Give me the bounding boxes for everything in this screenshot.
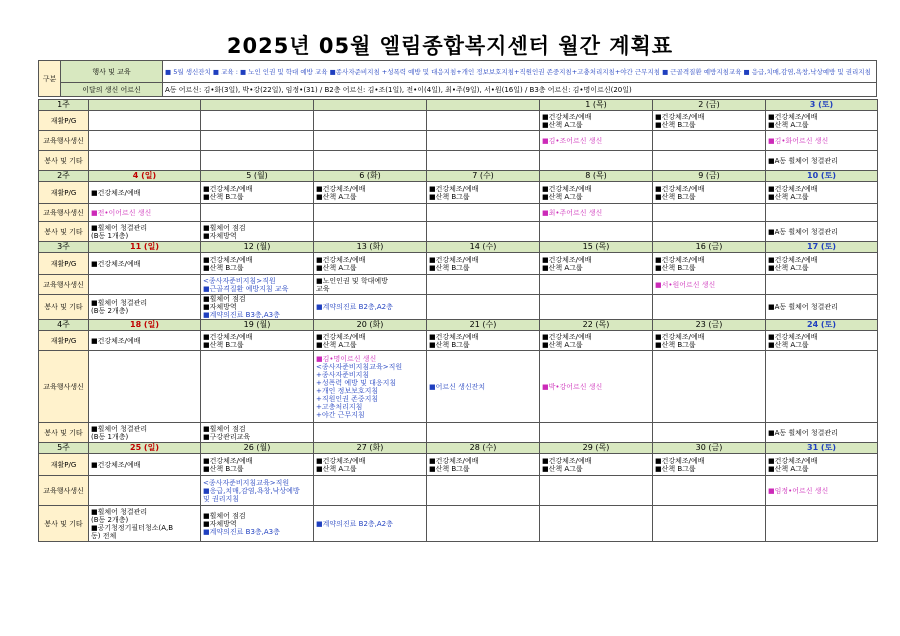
cell-item: ■산책 A그룹 [542, 340, 583, 349]
row-label-edu: 교육행사생신 [39, 131, 89, 151]
cell-pg [766, 111, 878, 131]
cell-item: ■산책 B그룹 [429, 464, 470, 473]
day-header: 21 (수) [427, 320, 540, 331]
cell-pg [540, 253, 653, 275]
cell-item: ■산책 A그룹 [542, 263, 583, 272]
cell-item: ■건강체조/예배 [542, 184, 592, 193]
cell-item: <종사자준비지침>직원 [203, 276, 276, 285]
cell-item: ■최•주어르신 생신 [542, 208, 603, 217]
cell-item: ■휠체어 점검 [203, 295, 246, 303]
cell-item: (B동 2개층) [91, 307, 129, 315]
cell-pg [540, 111, 653, 131]
cell-item: ■자체방역 [203, 519, 237, 528]
cell-item: ■김•화어르신 생신 [768, 136, 829, 145]
cell-item: ■건강체조/예배 [542, 456, 592, 465]
day-header: 27 (화) [314, 443, 427, 454]
cell-misc [653, 423, 766, 443]
cell-item: ■건강체조/예배 [542, 255, 592, 264]
cell-misc [201, 506, 314, 542]
cell-item: ■건강체조/예배 [429, 255, 479, 264]
cell-item: ■휠체어 점검 [203, 223, 246, 232]
day-header [314, 100, 427, 111]
cell-edu [653, 275, 766, 295]
cell-item: +직원인권 존중지침 [316, 394, 379, 403]
row-label-pg: 재활P/G [39, 454, 89, 476]
cell-item: ■산책 B그룹 [655, 340, 696, 349]
cell-pg [201, 111, 314, 131]
row-pg [39, 331, 878, 351]
cell-item: ■산책 A그룹 [768, 192, 809, 201]
row-label-misc: 봉사 및 기타 [39, 506, 89, 542]
cell-edu [314, 275, 427, 295]
cell-pg [427, 331, 540, 351]
cell-misc [540, 295, 653, 320]
cell-misc [540, 222, 653, 242]
cell-item: +성폭력 예방 및 대응지침 [316, 378, 397, 387]
cell-edu [201, 476, 314, 506]
cell-edu [89, 351, 201, 423]
cell-item: ■김•조어르신 생신 [542, 136, 603, 145]
day-header [89, 100, 201, 111]
cell-pg [201, 253, 314, 275]
cell-item: ■산책 A그룹 [316, 340, 357, 349]
cell-edu [653, 476, 766, 506]
row-misc [39, 506, 878, 542]
cell-item: ■산책 B그룹 [429, 263, 470, 272]
cell-item: ■산책 B그룹 [655, 120, 696, 129]
cell-edu [314, 204, 427, 222]
cell-edu [766, 275, 878, 295]
week-header-row [39, 100, 878, 111]
cell-item: ■건강체조/예배 [316, 255, 366, 264]
cell-item: (B동 2개층) [91, 515, 129, 524]
day-header: 8 (목) [540, 171, 653, 182]
cell-item: ■어르신 생신잔치 [429, 382, 486, 391]
cell-misc [540, 506, 653, 542]
cell-item: ■휠체어 청결관리 [91, 223, 148, 232]
week-label: 4주 [39, 320, 89, 331]
cell-misc [314, 506, 427, 542]
cell-item: ■건강체조/예배 [768, 332, 818, 341]
cell-edu [540, 476, 653, 506]
row-pg [39, 111, 878, 131]
cell-item: ■산책 B그룹 [429, 340, 470, 349]
cell-item: ■산책 A그룹 [768, 464, 809, 473]
cell-misc [540, 423, 653, 443]
cell-item: ■산책 B그룹 [655, 192, 696, 201]
cell-pg [653, 182, 766, 204]
birthday-text: A동 어르신: 김•화(3일), 박•강(22일), 임정•(31) / B2층 어르신: 김•조(1일), 전•이(4일), 최•주(9일), 서•원(16일) / B3층 어르신: 김•명이르신(20일) [163, 83, 877, 97]
cell-pg [314, 253, 427, 275]
cell-pg [89, 454, 201, 476]
week-label: 3주 [39, 242, 89, 253]
cell-item: ■자체방역 [203, 231, 237, 240]
cell-item: ■자체방역 [203, 303, 237, 311]
cell-item: ■건강체조/예배 [768, 255, 818, 264]
cell-edu [653, 204, 766, 222]
cell-item: ■건강체조/예배 [768, 112, 818, 121]
day-header: 26 (월) [201, 443, 314, 454]
cell-misc [766, 506, 878, 542]
birthday-label: 이달의 생신 어르신 [61, 83, 163, 97]
week-label: 1주 [39, 100, 89, 111]
row-label-pg: 재활P/G [39, 111, 89, 131]
day-header: 16 (금) [653, 242, 766, 253]
cell-item: ■산책 A그룹 [316, 263, 357, 272]
cell-misc [314, 151, 427, 171]
cell-item: ■건강체조/예배 [429, 332, 479, 341]
cell-edu [201, 351, 314, 423]
cell-item: ■건강체조/예배 [91, 259, 141, 268]
row-label-misc: 봉사 및 기타 [39, 423, 89, 443]
cell-pg [653, 454, 766, 476]
cell-pg [427, 253, 540, 275]
day-header: 18 (일) [89, 320, 201, 331]
week-header-row [39, 443, 878, 454]
cell-edu [201, 131, 314, 151]
cell-edu [653, 351, 766, 423]
day-header: 13 (화) [314, 242, 427, 253]
cell-misc [314, 295, 427, 320]
day-header: 12 (월) [201, 242, 314, 253]
cell-item: ■산책 B그룹 [655, 464, 696, 473]
cell-item: ■계약의진료 B2층,A2층 [316, 519, 393, 528]
row-edu [39, 351, 878, 423]
cell-misc [766, 222, 878, 242]
cell-item: 동) 전체 [91, 531, 117, 540]
cell-misc [653, 295, 766, 320]
day-header: 7 (수) [427, 171, 540, 182]
cell-misc [653, 151, 766, 171]
cell-pg [314, 454, 427, 476]
cell-item: ■산책 A그룹 [768, 263, 809, 272]
cell-item: ■김•명이르신 생신 [316, 354, 377, 363]
cell-misc [89, 151, 201, 171]
cell-misc [201, 151, 314, 171]
day-header: 30 (금) [653, 443, 766, 454]
cell-misc [653, 222, 766, 242]
cell-misc [314, 222, 427, 242]
cell-item: ■건강체조/예배 [316, 456, 366, 465]
cell-item: ■임정•어르신 생신 [768, 486, 829, 495]
row-label-misc: 봉사 및 기타 [39, 151, 89, 171]
cell-pg [89, 182, 201, 204]
cell-edu [766, 351, 878, 423]
cell-item: ■공기청정기필터청소(A,B [91, 523, 174, 532]
cell-item: 및 권리지침 [203, 494, 240, 503]
week-header-row [39, 171, 878, 182]
row-pg [39, 182, 878, 204]
cell-item: ■건강체조/예배 [91, 188, 141, 197]
cell-edu [89, 131, 201, 151]
cell-edu [89, 204, 201, 222]
cell-misc [427, 423, 540, 443]
cell-item: ■근골격질환 예방지침 교육 [203, 284, 289, 293]
cell-item: ■계약의진료 B2층,A2층 [316, 303, 393, 311]
cell-item: ■산책 B그룹 [203, 464, 244, 473]
cell-item: ■건강체조/예배 [203, 255, 253, 264]
cell-pg [766, 454, 878, 476]
cell-edu [540, 204, 653, 222]
row-label-pg: 재활P/G [39, 253, 89, 275]
cell-edu [201, 204, 314, 222]
cell-item: ■휠체어 청결관리 [91, 299, 148, 307]
row-label-edu: 교육행사생신 [39, 351, 89, 423]
cell-misc [427, 295, 540, 320]
cell-pg [653, 253, 766, 275]
cell-misc [314, 423, 427, 443]
cell-item: ■휠체어 점검 [203, 424, 246, 433]
day-header: 25 (일) [89, 443, 201, 454]
cell-item: ■건강체조/예배 [91, 336, 141, 345]
day-header: 9 (금) [653, 171, 766, 182]
cell-misc [427, 222, 540, 242]
cell-item: ■박•강어르신 생신 [542, 382, 603, 391]
cell-item: ■휠체어 청결관리 [91, 507, 148, 516]
cell-item: ■휠체어 점검 [203, 511, 246, 520]
cell-item: ■건강체조/예배 [768, 456, 818, 465]
day-header: 4 (일) [89, 171, 201, 182]
week-header-row [39, 320, 878, 331]
cell-pg [427, 182, 540, 204]
cell-item: ■건강체조/예배 [655, 332, 705, 341]
day-header: 10 (토) [766, 171, 878, 182]
row-edu [39, 204, 878, 222]
cell-item: ■건강체조/예배 [429, 184, 479, 193]
cell-item: ■건강체조/예배 [655, 112, 705, 121]
cell-edu [540, 351, 653, 423]
day-header: 14 (수) [427, 242, 540, 253]
cell-pg [201, 182, 314, 204]
gubun-cell: 구분 [39, 61, 61, 97]
day-header: 5 (월) [201, 171, 314, 182]
cell-edu [427, 476, 540, 506]
cell-pg [540, 182, 653, 204]
week-label: 2주 [39, 171, 89, 182]
cell-item: ■건강체조/예배 [655, 184, 705, 193]
cell-item: ■산책 B그룹 [203, 263, 244, 272]
cell-item: ■건강체조/예배 [203, 184, 253, 193]
cell-item: ■구강관리교육 [203, 432, 251, 441]
day-header: 6 (화) [314, 171, 427, 182]
cell-item: (B동 1개층) [91, 432, 129, 441]
week-label: 5주 [39, 443, 89, 454]
row-edu [39, 476, 878, 506]
row-misc [39, 423, 878, 443]
cell-edu [766, 131, 878, 151]
cell-edu [314, 476, 427, 506]
cell-misc [540, 151, 653, 171]
row-pg [39, 253, 878, 275]
cell-item: ■산책 B그룹 [655, 263, 696, 272]
day-header: 11 (일) [89, 242, 201, 253]
cell-edu [89, 476, 201, 506]
cell-pg [201, 454, 314, 476]
row-label-misc: 봉사 및 기타 [39, 295, 89, 320]
cell-pg [89, 111, 201, 131]
cell-item: ■A동 휠체어 청결관리 [768, 428, 838, 437]
cell-edu [427, 131, 540, 151]
cell-item: ■서•원어르신 생신 [655, 280, 716, 289]
day-header [201, 100, 314, 111]
cell-misc [201, 423, 314, 443]
row-label-edu: 교육행사생신 [39, 275, 89, 295]
cell-item: +야간 근무지침 [316, 410, 365, 419]
cell-pg [314, 331, 427, 351]
row-misc [39, 295, 878, 320]
cell-item: ■전•이어르신 생신 [91, 208, 152, 217]
cell-item: ■A동 휠체어 청결관리 [768, 303, 838, 311]
cell-pg [201, 331, 314, 351]
cell-misc [766, 295, 878, 320]
cell-item: 교육 [316, 284, 330, 293]
cell-misc [201, 222, 314, 242]
cell-misc [89, 295, 201, 320]
cell-item: ■건강체조/예배 [316, 332, 366, 341]
cell-item: ■산책 B그룹 [429, 192, 470, 201]
cell-edu [427, 204, 540, 222]
cell-item: ■A동 휠체어 청결관리 [768, 156, 838, 165]
cell-item: ■응급,치매,감염,욕창,낙상예방 [203, 486, 300, 495]
cell-item: ■건강체조/예배 [542, 332, 592, 341]
cell-item: ■산책 B그룹 [203, 192, 244, 201]
cell-item: ■건강체조/예배 [542, 112, 592, 121]
cell-misc [201, 295, 314, 320]
cell-pg [540, 331, 653, 351]
row-label-edu: 교육행사생신 [39, 476, 89, 506]
row-label-misc: 봉사 및 기타 [39, 222, 89, 242]
cell-pg [89, 253, 201, 275]
day-header: 24 (토) [766, 320, 878, 331]
row-pg [39, 454, 878, 476]
cell-pg [766, 182, 878, 204]
cell-item: <종사자준비지침교육>직원 [203, 478, 290, 487]
cell-item: ■A동 휠체어 청결관리 [768, 227, 838, 236]
cell-misc [89, 506, 201, 542]
cell-pg [653, 331, 766, 351]
cell-misc [427, 506, 540, 542]
cell-pg [89, 331, 201, 351]
cell-item: ■산책 A그룹 [316, 192, 357, 201]
cell-edu [766, 204, 878, 222]
cell-item: ■건강체조/예배 [91, 460, 141, 469]
events-text: ■ 5월 생신잔치 ■ 교육 : ■ 노인 인권 및 학대 예방 교육 ■종사자준비지침 +성폭력 예방 및 대응지침+개인 정보보호지침+직원인권 존중지침+고충처리지침+야간 근무지침 ■ 근골격질환 예방지침교육 ■ 응급,치매,감염,욕창,낙상예방 및 권리지침 [163, 61, 877, 83]
cell-edu [653, 131, 766, 151]
cell-item: ■산책 A그룹 [768, 120, 809, 129]
cell-pg [427, 454, 540, 476]
cell-item: ■건강체조/예배 [429, 456, 479, 465]
cell-item: ■산책 A그룹 [542, 192, 583, 201]
day-header: 3 (토) [766, 100, 878, 111]
cell-edu [427, 275, 540, 295]
cell-item: <종사자준비지침교육>직원 [316, 362, 403, 371]
cell-item: ■노인인권 및 학대예방 [316, 276, 388, 285]
cell-edu [201, 275, 314, 295]
cell-misc [89, 423, 201, 443]
cell-misc [89, 222, 201, 242]
cell-pg [766, 331, 878, 351]
cell-item: ■건강체조/예배 [655, 456, 705, 465]
day-header: 15 (목) [540, 242, 653, 253]
page-title: 2025년 05월 엘림종합복지센터 월간 계획표 [226, 34, 674, 58]
cell-item: ■산책 A그룹 [542, 120, 583, 129]
cell-item: +개인 정보보호지침 [316, 386, 379, 395]
cell-item: ■계약의진료 B3층,A3층 [203, 527, 280, 536]
week-header-row [39, 242, 878, 253]
cell-edu [766, 476, 878, 506]
day-header: 28 (수) [427, 443, 540, 454]
cell-item: ■계약의진료 B3층,A3층 [203, 311, 280, 319]
cell-item: ■건강체조/예배 [203, 332, 253, 341]
cell-item: +고충처리지침 [316, 402, 363, 411]
cell-edu [314, 351, 427, 423]
events-label: 행사 및 교육 [61, 61, 163, 83]
cell-pg [314, 182, 427, 204]
row-label-edu: 교육행사생신 [39, 204, 89, 222]
day-header: 29 (목) [540, 443, 653, 454]
cell-misc [766, 151, 878, 171]
cell-item: (B동 1개층) [91, 231, 129, 240]
cell-item: ■산책 B그룹 [203, 340, 244, 349]
cell-misc [766, 423, 878, 443]
day-header: 19 (월) [201, 320, 314, 331]
cell-item: ■건강체조/예배 [203, 456, 253, 465]
cell-item: ■산책 A그룹 [542, 464, 583, 473]
day-header: 2 (금) [653, 100, 766, 111]
day-header: 31 (토) [766, 443, 878, 454]
cell-item: ■휠체어 청결관리 [91, 424, 148, 433]
cell-edu [427, 351, 540, 423]
calendar-table [38, 99, 878, 542]
cell-item: ■건강체조/예배 [316, 184, 366, 193]
cell-item: ■건강체조/예배 [768, 184, 818, 193]
row-label-pg: 재활P/G [39, 331, 89, 351]
cell-misc [427, 151, 540, 171]
cell-edu [89, 275, 201, 295]
row-edu [39, 275, 878, 295]
row-edu [39, 131, 878, 151]
cell-edu [540, 131, 653, 151]
day-header: 23 (금) [653, 320, 766, 331]
day-header: 1 (목) [540, 100, 653, 111]
cell-pg [427, 111, 540, 131]
row-label-pg: 재활P/G [39, 182, 89, 204]
row-misc [39, 222, 878, 242]
cell-pg [766, 253, 878, 275]
cell-edu [314, 131, 427, 151]
cell-misc [653, 506, 766, 542]
day-header: 22 (목) [540, 320, 653, 331]
cell-pg [314, 111, 427, 131]
cell-pg [653, 111, 766, 131]
cell-item: +종사자준비지침 [316, 370, 370, 379]
cell-item: ■건강체조/예배 [655, 255, 705, 264]
cell-item: ■산책 A그룹 [768, 340, 809, 349]
day-header [427, 100, 540, 111]
cell-item: ■산책 A그룹 [316, 464, 357, 473]
header-table [38, 60, 877, 97]
day-header: 17 (토) [766, 242, 878, 253]
day-header: 20 (화) [314, 320, 427, 331]
cell-pg [540, 454, 653, 476]
cell-edu [540, 275, 653, 295]
row-misc [39, 151, 878, 171]
